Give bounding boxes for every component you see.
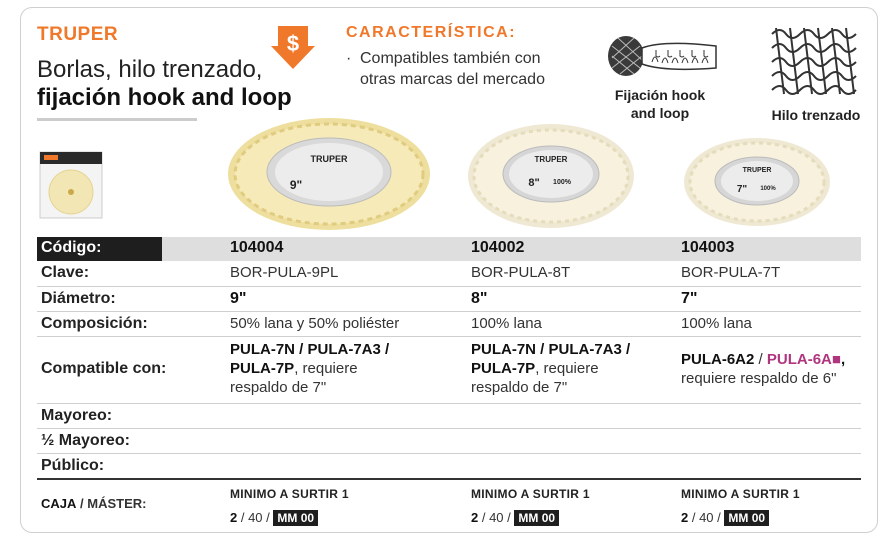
compat-3-comma: , [840,351,846,368]
label-codigo: Código: [41,239,102,256]
hook-and-loop-icon [604,28,720,82]
product-title-line2: fijación hook and loop [37,84,292,111]
codigo-2: 104002 [471,239,525,256]
compat-2-bold2: PULA-7P [471,360,536,377]
feature-line2: otras marcas del mercado [360,71,545,88]
label-mayoreo: Mayoreo: [41,407,113,424]
feature-text [346,48,545,90]
pad-8-size: 8" [528,177,540,189]
product-title-line1: Borlas, hilo trenzado, [37,56,263,83]
section-divider [37,478,861,480]
caja-master-2 [471,510,559,526]
composicion-3: 100% lana [681,315,752,332]
compat-1-bold2: PULA-7P [230,360,295,377]
dollar-down-arrow-icon [270,24,316,70]
compat-1-bold1: PULA-7N / PULA-7A3 / [230,341,390,358]
label-composicion: Composición: [41,315,148,332]
mm-badge-3: MM 00 [724,510,769,526]
pad-8-brand: TRUPER [534,155,568,164]
svg-text:$: $ [286,31,300,56]
composicion-1: 50% lana y 50% poliéster [230,315,400,332]
clave-3: BOR-PULA-7T [681,264,781,281]
label-medio-mayoreo: ½ Mayoreo: [41,432,130,449]
compatible-2 [471,340,630,397]
hook-and-loop-label [600,86,720,122]
label-diametro: Diámetro: [41,290,116,307]
label-publico: Público: [41,457,105,474]
mm-badge-1: MM 00 [273,510,318,526]
caja-2: 2 [471,510,479,525]
caja-master-2-sep2: / [503,510,515,525]
hook-label-line1: Fijación hook [614,87,706,103]
compat-2-bold1: PULA-7N / PULA-7A3 / [471,341,631,358]
minimo-3: MINIMO A SURTIR 1 [681,487,800,501]
diametro-3: 7" [681,290,698,307]
row-divider [37,453,861,454]
row-divider [37,336,861,337]
wool-pad-8-image [466,120,636,230]
codigo-1: 104004 [230,239,284,256]
caja-master-1-sep: / [237,510,249,525]
label-caja-master [41,496,146,511]
compat-3-highlight-mark: ■ [831,351,841,368]
pad-7-brand: TRUPER [742,167,772,174]
master-2: 40 [489,510,504,525]
feature-title: CARACTERÍSTICA: [346,24,517,41]
compat-3-bold1: PULA-6A2 [681,351,755,368]
label-compatible: Compatible con: [41,360,167,377]
caja-1: 2 [230,510,238,525]
master-1: 40 [248,510,263,525]
compat-2-line3: respaldo de 7" [471,379,568,396]
caja-master-1 [230,510,318,526]
mm-badge-2: MM 00 [514,510,559,526]
feature-line1: Compatibles también con [360,50,541,67]
package-thumbnail [38,150,104,220]
pad-9-brand: TRUPER [310,154,348,164]
minimo-2: MINIMO A SURTIR 1 [471,487,590,501]
pad-7-pct: 100% [760,186,776,192]
row-divider [37,311,861,312]
braided-thread-icon [770,26,862,98]
braided-thread-label: Hilo trenzado [771,107,861,123]
master-3: 40 [699,510,714,525]
codigo-3: 104003 [681,239,735,256]
caja-master-2-sep: / [478,510,490,525]
clave-1: BOR-PULA-9PL [230,264,339,281]
compat-1-line3: respaldo de 7" [230,379,327,396]
caja-master-3 [681,510,769,526]
caja-3: 2 [681,510,689,525]
compat-3-sep: / [754,351,767,368]
row-divider [37,428,861,429]
brand-logo: TRUPER [37,24,119,45]
label-clave: Clave: [41,264,90,281]
wool-pad-7-image [682,136,832,228]
compat-2-rest2: , requiere [535,360,599,377]
diametro-2: 8" [471,290,488,307]
pad-7-size: 7" [736,184,748,195]
compat-3-line2: requiere respaldo de 6" [681,370,837,387]
row-divider [37,286,861,287]
pad-9-size: 9" [289,178,303,192]
clave-2: BOR-PULA-8T [471,264,571,281]
caja-master-3-sep: / [688,510,700,525]
caja-master-1-sep2: / [262,510,274,525]
composicion-2: 100% lana [471,315,542,332]
feature-bullet: · [346,50,352,67]
minimo-1: MINIMO A SURTIR 1 [230,487,349,501]
compat-1-rest2: , requiere [294,360,358,377]
wool-pad-9-image [226,116,432,232]
caja-master-3-sep2: / [713,510,725,525]
label-master: MÁSTER: [87,496,147,511]
label-caja: CAJA [41,496,77,511]
diametro-1: 9" [230,290,247,307]
label-caja-sep: / [76,496,88,511]
title-underline [37,118,197,121]
row-divider [37,403,861,404]
compatible-1 [230,340,389,397]
compatible-3 [681,350,845,388]
pad-8-pct: 100% [553,179,571,186]
compat-3-highlight: PULA-6A [766,351,832,368]
hook-label-line2: and loop [630,105,690,121]
